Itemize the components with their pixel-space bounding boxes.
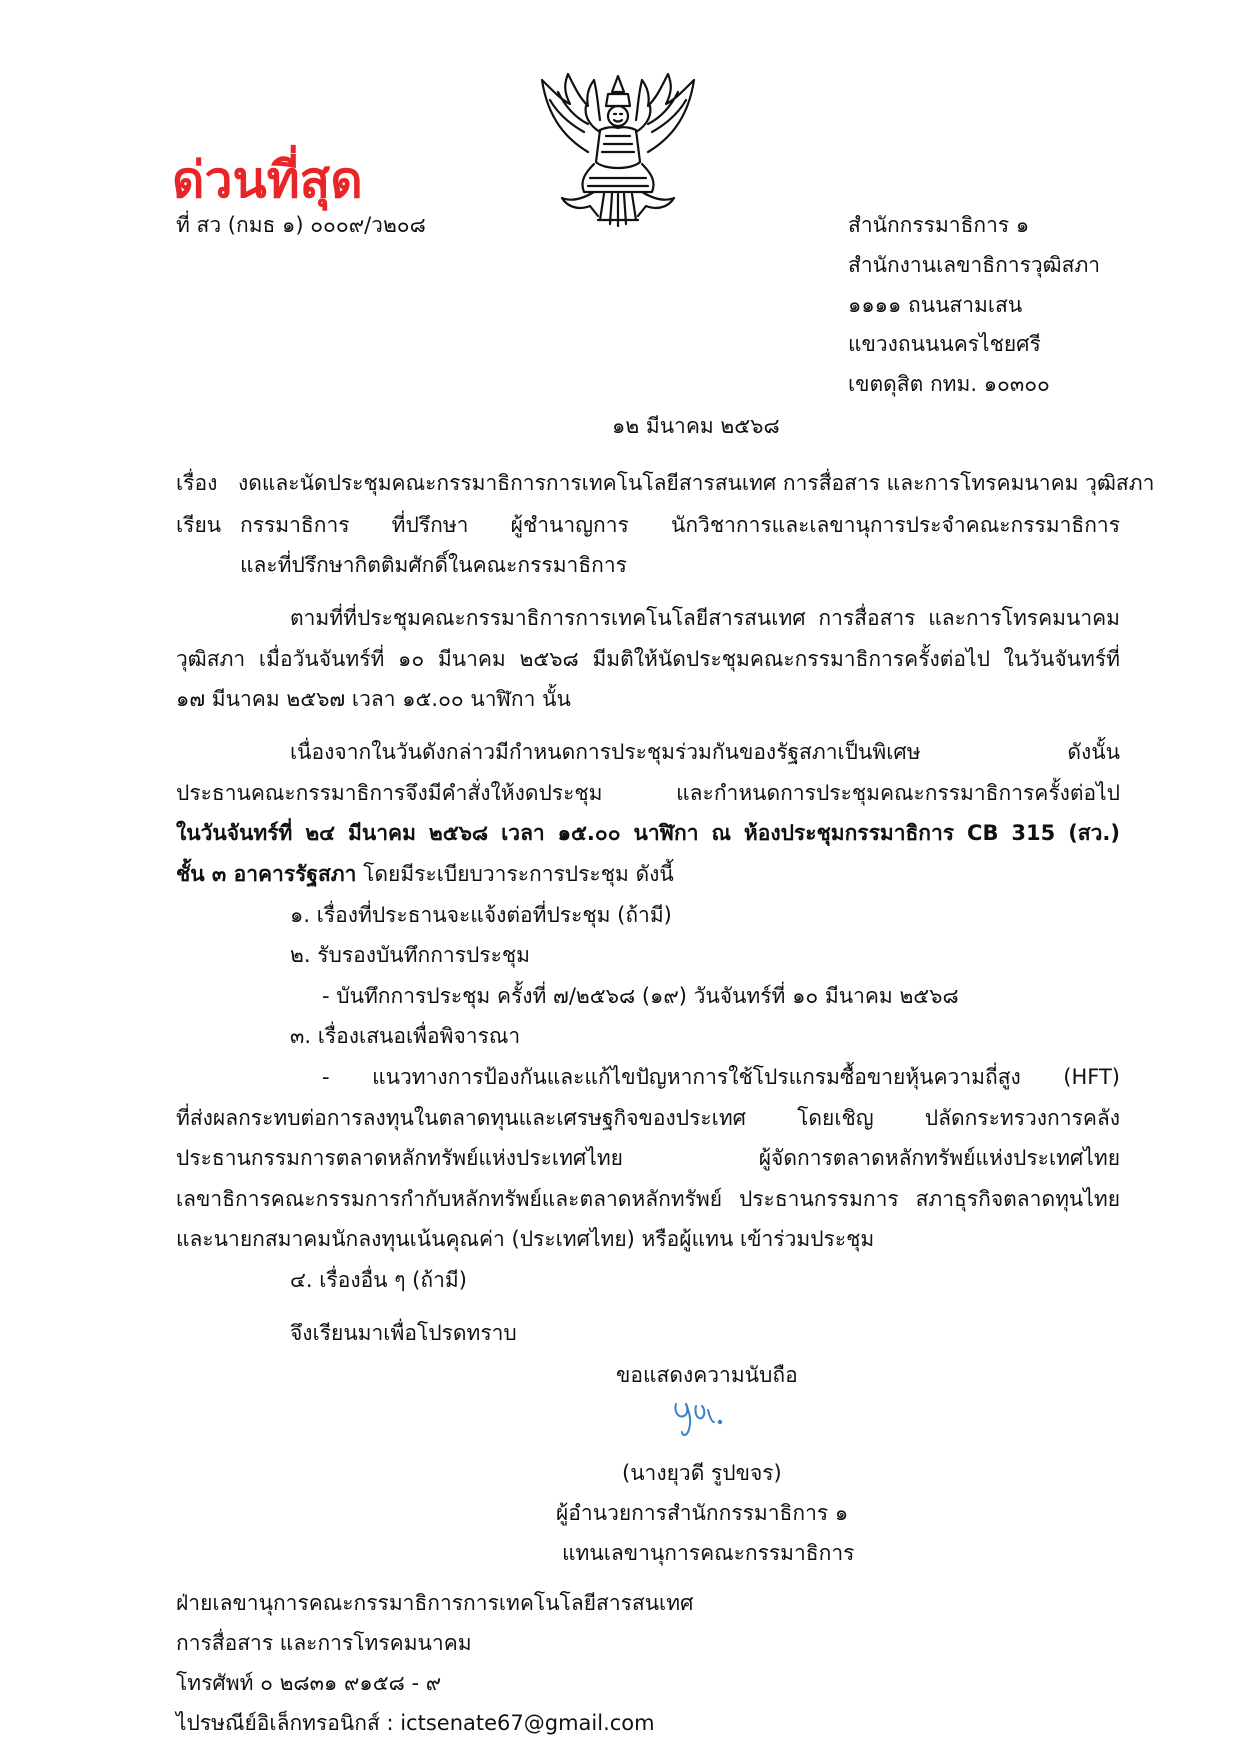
footer-phone: โทรศัพท์ ๐ ๒๘๓๑ ๙๑๕๘ - ๙ — [176, 1671, 442, 1695]
agenda-item-3-sub-line-5: และนายกสมาคมนักลงทุนเน้นคุณค่า (ประเทศไทย) หรือผู้แทน เข้าร่วมประชุม — [176, 1227, 875, 1251]
handwritten-signature — [668, 1392, 728, 1440]
address-line-3: ๑๑๑๑ ถนนสามเสน — [848, 293, 1023, 317]
document-date: ๑๒ มีนาคม ๒๕๖๘ — [612, 414, 780, 438]
footer-office-line-1: ฝ่ายเลขานุการคณะกรรมาธิการการเทคโนโลยีสารสนเทศ — [176, 1591, 694, 1615]
footer-office-line-2: การสื่อสาร และการโทรคมนาคม — [176, 1631, 472, 1655]
para1-line-1: ตามที่ที่ประชุมคณะกรรมาธิการการเทคโนโลยีสารสนเทศ การสื่อสาร และการโทรคมนาคม — [290, 606, 1120, 630]
signatory-position-1: ผู้อำนวยการสำนักกรรมาธิการ ๑ — [556, 1501, 849, 1525]
meeting-datetime-venue: ในวันจันทร์ที่ ๒๔ มีนาคม ๒๕๖๘ เวลา ๑๕.๐๐ นาฬิกา ณ ห้องประชุมกรรมาธิการ CB 315 (สว.) — [176, 821, 1120, 845]
agenda-item-2-sub: - บันทึกการประชุม ครั้งที่ ๗/๒๕๖๘ (๑๙) วันจันทร์ที่ ๑๐ มีนาคม ๒๕๖๘ — [322, 984, 959, 1008]
document-reference-number: ที่ สว (กมธ ๑) ๐๐๐๙/ว๒๐๘ — [176, 213, 426, 237]
urgent-stamp: ด่วนที่สุด — [172, 151, 363, 209]
subject-label: เรื่อง — [176, 471, 218, 495]
agenda-item-3-sub-line-4: เลขาธิการคณะกรรมการกำกับหลักทรัพย์และตลาดหลักทรัพย์ ประธานกรรมการ สภาธุรกิจตลาดทุนไทย — [176, 1187, 1120, 1211]
para2-line-4-rest: โดยมีระเบียบวาระการประชุม ดังนี้ — [356, 862, 674, 886]
garuda-emblem-icon — [528, 70, 708, 230]
agenda-item-3-sub-line-3: ประธานกรรมการตลาดหลักทรัพย์แห่งประเทศไทย ผู้จัดการตลาดหลักทรัพย์แห่งประเทศไทย — [176, 1146, 1120, 1170]
address-line-2: สำนักงานเลขาธิการวุฒิสภา — [848, 253, 1101, 277]
address-line-5: เขตดุสิต กทม. ๑๐๓๐๐ — [848, 372, 1050, 396]
recipient-label: เรียน — [176, 513, 222, 537]
para1-line-2: วุฒิสภา เมื่อวันจันทร์ที่ ๑๐ มีนาคม ๒๕๖๘ มีมติให้นัดประชุมคณะกรรมาธิการครั้งต่อไป ในวันจันทร์ที่ — [176, 647, 1120, 671]
address-line-1: สำนักกรรมาธิการ ๑ — [848, 213, 1030, 237]
recipient-line-1: กรรมาธิการ ที่ปรึกษา ผู้ชำนาญการ นักวิชาการและเลขานุการประจำคณะกรรมาธิการ — [240, 513, 1120, 537]
agenda-item-1: ๑. เรื่องที่ประธานจะแจ้งต่อที่ประชุม (ถ้ามี) — [290, 903, 672, 927]
agenda-item-2: ๒. รับรองบันทึกการประชุม — [290, 943, 530, 967]
subject-text: งดและนัดประชุมคณะกรรมาธิการการเทคโนโลยีสารสนเทศ การสื่อสาร และการโทรคมนาคม วุฒิสภา — [238, 471, 1155, 495]
signatory-name: (นางยุวดี รูปขจร) — [622, 1461, 782, 1485]
closing-line: จึงเรียนมาเพื่อโปรดทราบ — [290, 1321, 517, 1345]
agenda-item-3: ๓. เรื่องเสนอเพื่อพิจารณา — [290, 1024, 521, 1048]
para2-line-2: ประธานคณะกรรมาธิการจึงมีคำสั่งให้งดประชุม และกำหนดการประชุมคณะกรรมาธิการครั้งต่อไป — [176, 781, 1120, 805]
footer-email: ไปรษณีย์อิเล็กทรอนิกส์ : ictsenate67@gmail.com — [176, 1711, 655, 1735]
para2-line-1: เนื่องจากในวันดังกล่าวมีกำหนดการประชุมร่วมกันของรัฐสภาเป็นพิเศษ ดังนั้น — [290, 740, 1120, 764]
regards-line: ขอแสดงความนับถือ — [616, 1363, 798, 1387]
signatory-position-2: แทนเลขานุการคณะกรรมาธิการ — [562, 1541, 855, 1565]
agenda-item-3-sub-line-1: - แนวทางการป้องกันและแก้ไขปัญหาการใช้โปรแกรมซื้อขายหุ้นความถี่สูง (HFT) — [322, 1065, 1120, 1089]
agenda-item-4: ๔. เรื่องอื่น ๆ (ถ้ามี) — [290, 1268, 467, 1292]
agenda-item-3-sub-line-2: ที่ส่งผลกระทบต่อการลงทุนในตลาดทุนและเศรษฐกิจของประเทศ โดยเชิญ ปลัดกระทรวงการคลัง — [176, 1106, 1120, 1130]
para2-line-4 — [176, 861, 674, 887]
recipient-line-2: และที่ปรึกษากิตติมศักดิ์ในคณะกรรมาธิการ — [240, 553, 627, 577]
para1-line-3: ๑๗ มีนาคม ๒๕๖๗ เวลา ๑๕.๐๐ นาฬิกา นั้น — [176, 687, 571, 711]
address-line-4: แขวงถนนนครไชยศรี — [848, 332, 1041, 356]
meeting-building: ชั้น ๓ อาคารรัฐสภา — [176, 862, 357, 886]
